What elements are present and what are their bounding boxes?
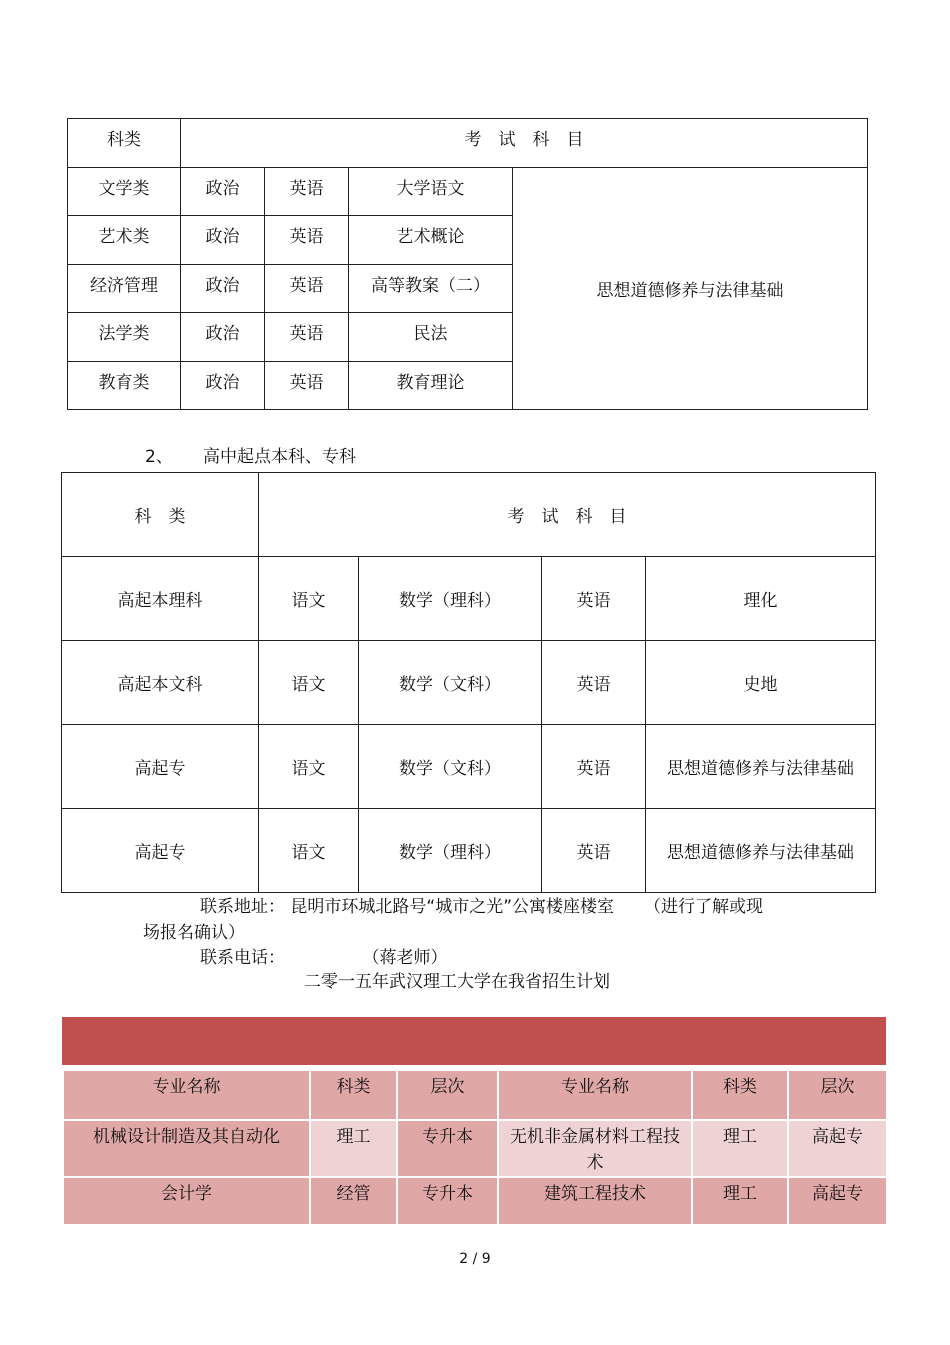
- header-subjects: 考 试 科 目: [181, 119, 868, 168]
- header-category: 科类: [310, 1070, 397, 1120]
- header-subjects: 考 试 科 目: [259, 473, 876, 557]
- row-subject: 英语: [542, 725, 646, 809]
- row-level: 高起专: [788, 1120, 887, 1177]
- row-major: 无机非金属材料工程技术: [498, 1120, 692, 1177]
- row-subject: 数学（理科）: [359, 809, 542, 893]
- table-row: [62, 557, 876, 641]
- table-row: [62, 725, 876, 809]
- table-header-row: [62, 473, 876, 557]
- row-category: 经济管理: [68, 265, 181, 313]
- page-number: 2 / 9: [459, 1251, 491, 1267]
- table-row: [63, 1120, 887, 1177]
- row-subject: 政治: [181, 216, 265, 265]
- row-category: 理工: [310, 1120, 397, 1177]
- header-major: 专业名称: [498, 1070, 692, 1120]
- header-category: 科类: [692, 1070, 788, 1120]
- row-subject: 民法: [349, 313, 513, 362]
- row-subject: 思想道德修养与法律基础: [646, 809, 876, 893]
- header-major: 专业名称: [63, 1070, 310, 1120]
- row-level: 专升本: [397, 1177, 498, 1225]
- phone-label: 联系电话：: [200, 948, 285, 968]
- row-subject: 语文: [259, 557, 359, 641]
- row-subject: 大学语文: [349, 168, 513, 216]
- row-subject: 数学（文科）: [359, 725, 542, 809]
- row-subject: 高等教案（二）: [349, 265, 513, 313]
- header-category: 科类: [68, 119, 181, 168]
- row-subject: 政治: [181, 313, 265, 362]
- section-number: 2、: [145, 447, 173, 467]
- table-header-row: [68, 119, 868, 168]
- row-category: 高起本理科: [62, 557, 259, 641]
- row-category: 文学类: [68, 168, 181, 216]
- row-subject: 政治: [181, 265, 265, 313]
- row-subject: 政治: [181, 362, 265, 410]
- address-note: （进行了解或现: [644, 897, 764, 917]
- address-label: 联系地址：: [200, 897, 285, 917]
- row-level: 高起专: [788, 1177, 887, 1225]
- row-category: 高起专: [62, 809, 259, 893]
- row-subject: 语文: [259, 641, 359, 725]
- table-row: [68, 168, 868, 216]
- row-category: 理工: [692, 1177, 788, 1225]
- row-subject: 史地: [646, 641, 876, 725]
- row-subject: 艺术概论: [349, 216, 513, 265]
- row-subject: 英语: [265, 265, 349, 313]
- row-subject: 理化: [646, 557, 876, 641]
- row-category: 教育类: [68, 362, 181, 410]
- row-category: 高起专: [62, 725, 259, 809]
- row-subject: 英语: [542, 557, 646, 641]
- row-category: 理工: [692, 1120, 788, 1177]
- table-banner: [62, 1017, 886, 1065]
- row-subject: 语文: [259, 809, 359, 893]
- row-subject: 英语: [265, 313, 349, 362]
- plan-title: 二零一五年武汉理工大学在我省招生计划: [304, 972, 610, 992]
- contact-address-line: [200, 892, 763, 917]
- header-category: 科 类: [62, 473, 259, 557]
- row-subject: 英语: [542, 641, 646, 725]
- address-text: 昆明市环城北路号“城市之光”公寓楼座楼室: [290, 897, 615, 917]
- row-level: 专升本: [397, 1120, 498, 1177]
- common-subject-cell: 思想道德修养与法律基础: [513, 168, 868, 410]
- row-subject: 英语: [265, 168, 349, 216]
- section-heading: [145, 442, 356, 467]
- header-level: 层次: [788, 1070, 887, 1120]
- row-subject: 教育理论: [349, 362, 513, 410]
- row-category: 艺术类: [68, 216, 181, 265]
- exam-subjects-table-upgrade: [67, 118, 868, 410]
- row-subject: 政治: [181, 168, 265, 216]
- exam-subjects-table-highschool: [61, 472, 876, 893]
- phone-contact: （蒋老师）: [371, 948, 448, 968]
- row-major: 建筑工程技术: [498, 1177, 692, 1225]
- row-major: 会计学: [63, 1177, 310, 1225]
- table-row: [63, 1177, 887, 1225]
- row-major: 机械设计制造及其自动化: [63, 1120, 310, 1177]
- table-row: [62, 641, 876, 725]
- row-category: 高起本文科: [62, 641, 259, 725]
- section-title: 高中起点本科、专科: [203, 447, 356, 467]
- row-subject: 语文: [259, 725, 359, 809]
- row-subject: 英语: [265, 216, 349, 265]
- contact-phone-line: [200, 943, 448, 968]
- contact-address-line-continued: 场报名确认）: [143, 923, 245, 943]
- table-header-row: [63, 1070, 887, 1120]
- row-subject: 数学（理科）: [359, 557, 542, 641]
- row-category: 法学类: [68, 313, 181, 362]
- row-subject: 英语: [542, 809, 646, 893]
- header-level: 层次: [397, 1070, 498, 1120]
- enrollment-plan-table: [62, 1069, 888, 1226]
- table-row: [62, 809, 876, 893]
- row-subject: 思想道德修养与法律基础: [646, 725, 876, 809]
- row-subject: 英语: [265, 362, 349, 410]
- row-subject: 数学（文科）: [359, 641, 542, 725]
- row-category: 经管: [310, 1177, 397, 1225]
